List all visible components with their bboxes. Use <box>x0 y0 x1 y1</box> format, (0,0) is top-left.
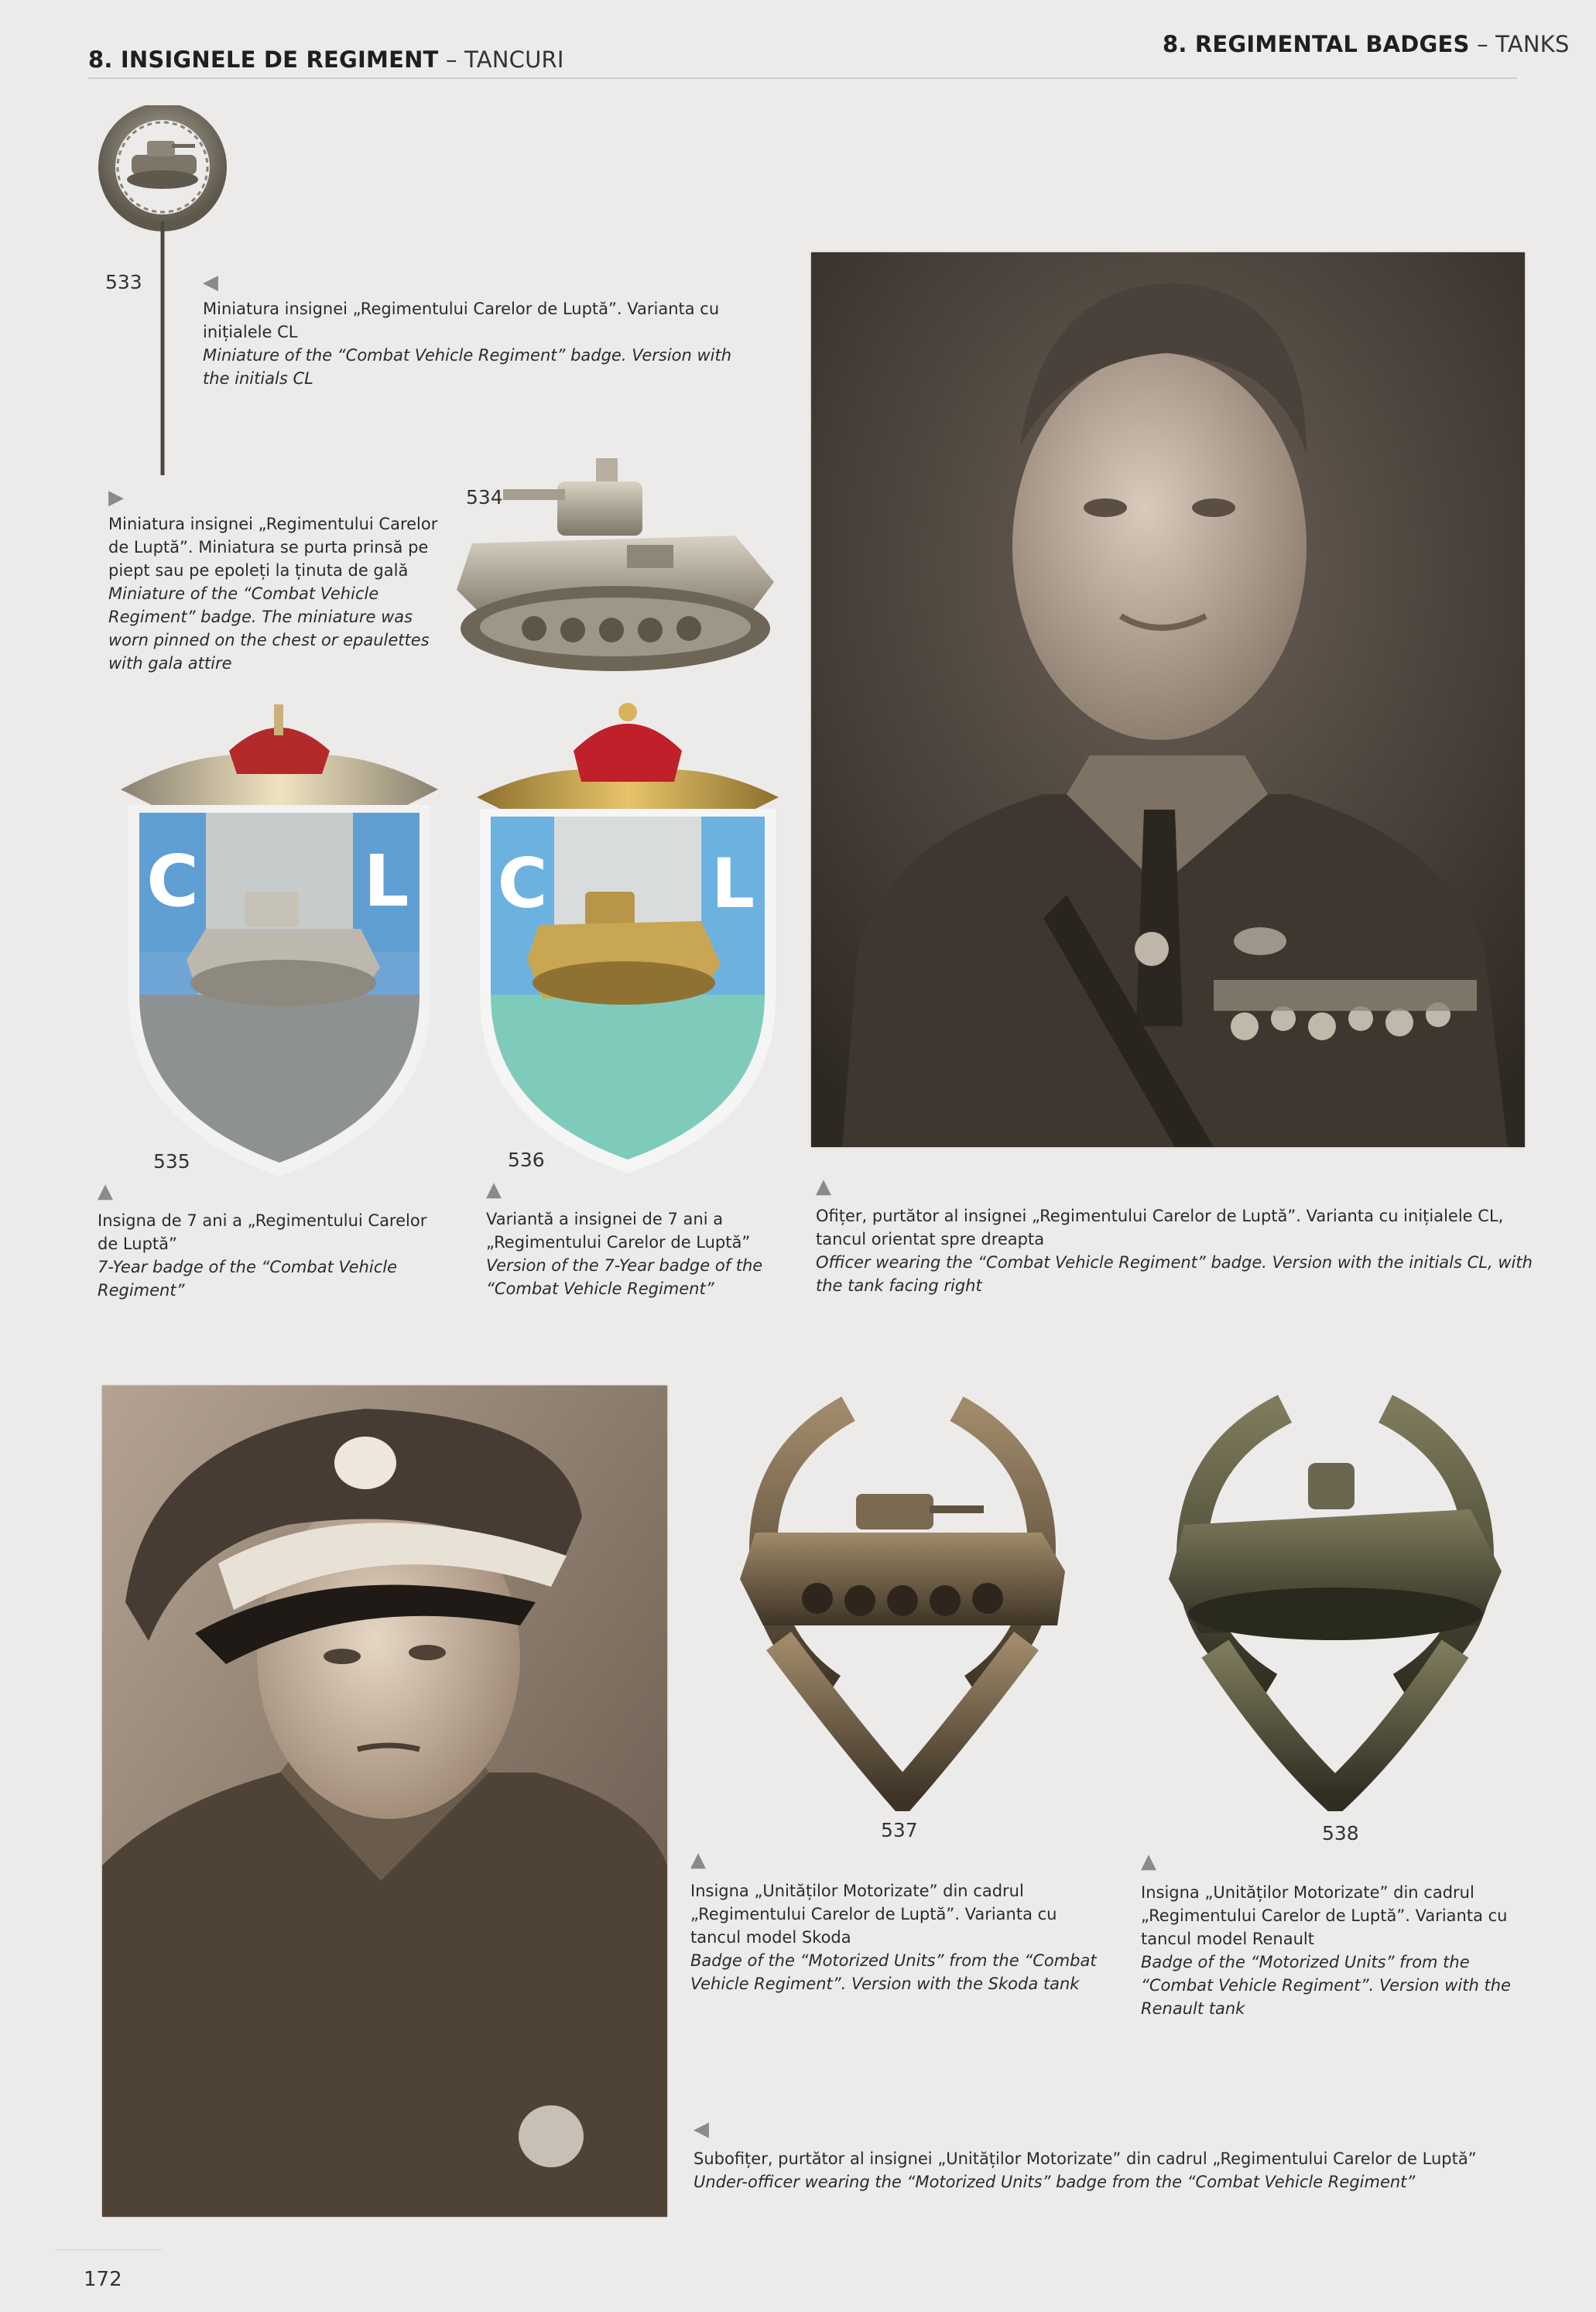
caption-538-ro: Insigna „Unităților Motorizate” din cadrul „Regimentului Carelor de Luptă”. Varianta cu tancul model Renault <box>1141 1883 1508 1948</box>
badge-536-letter-l: L <box>711 844 755 923</box>
caption-officer <box>816 1204 1536 1297</box>
caption-534-ro: Miniatura insignei „Regimentului Carelor de Luptă”. Miniatura se purta prinsă pe piept sau pe epoleți la ținuta de gală <box>108 515 438 580</box>
caption-534-en: Miniature of the “Combat Vehicle Regiment” badge. The miniature was worn pinned on the chest or epaulettes with gala attire <box>108 584 430 673</box>
badge-536-shield-image <box>469 689 786 1184</box>
caption-officer-ro: Ofițer, purtător al insignei „Regimentului Carelor de Luptă”. Varianta cu inițialele CL, tancul orientat spre dreapta <box>816 1207 1504 1248</box>
badge-535-letter-c: C <box>146 840 199 923</box>
arrow-up-officer: ▲ <box>816 1175 831 1198</box>
item-number-538: 538 <box>1322 1822 1359 1844</box>
caption-535-en: 7-Year badge of the “Combat Vehicle Regiment” <box>98 1258 397 1300</box>
caption-533-en: Miniature of the “Combat Vehicle Regiment” badge. Version with the initials CL <box>203 346 732 388</box>
caption-538 <box>1141 1881 1543 2020</box>
footer-rule <box>54 2249 163 2250</box>
item-number-536: 536 <box>508 1149 545 1171</box>
item-number-537: 537 <box>881 1819 918 1841</box>
underofficer-portrait-photo <box>102 1385 667 2217</box>
item-number-533: 533 <box>105 271 142 293</box>
badge-534-tank-image <box>441 450 782 683</box>
caption-534 <box>108 512 441 675</box>
caption-underofficer-en: Under-officer wearing the “Motorized Units” badge from the “Combat Vehicle Regiment” <box>694 2173 1416 2191</box>
badge-538-renault-image <box>1161 1393 1509 1811</box>
caption-536-en: Version of the 7-Year badge of the “Combat Vehicle Regiment” <box>486 1256 763 1298</box>
header-left: 8. INSIGNELE DE REGIMENT – TANCURI <box>88 46 564 73</box>
caption-535 <box>98 1209 446 1302</box>
arrow-right-534: ▶ <box>108 486 124 509</box>
arrow-up-536: ▲ <box>486 1178 502 1201</box>
caption-533-ro: Miniatura insignei „Regimentului Carelor de Luptă”. Varianta cu inițialele CL <box>203 300 720 341</box>
caption-537-ro: Insigna „Unităților Motorizate” din cadrul „Regimentului Carelor de Luptă”. Varianta cu tancul model Skoda <box>690 1882 1057 1947</box>
caption-538-en: Badge of the “Motorized Units” from the “Combat Vehicle Regiment”. Version with the Renault tank <box>1141 1953 1511 2018</box>
header-right: 8. REGIMENTAL BADGES – TANKS <box>1163 31 1570 57</box>
caption-536-ro: Variantă a insignei de 7 ani a „Regimentului Carelor de Luptă” <box>486 1210 751 1252</box>
caption-537 <box>690 1879 1108 1995</box>
officer-portrait-photo <box>811 252 1525 1147</box>
caption-537-en: Badge of the “Motorized Units” from the “Combat Vehicle Regiment”. Version with the Skoda tank <box>690 1951 1097 1993</box>
badge-536-letter-c: C <box>497 844 548 923</box>
item-number-535: 535 <box>153 1150 190 1173</box>
item-number-534: 534 <box>466 486 503 509</box>
page-number: 172 <box>84 2268 122 2291</box>
caption-officer-en: Officer wearing the “Combat Vehicle Regiment” badge. Version with the initials CL, with the tank facing right <box>816 1253 1533 1295</box>
header-rule <box>88 77 1517 79</box>
badge-535-letter-l: L <box>363 840 409 923</box>
caption-underofficer-ro: Subofițer, purtător al insignei „Unităților Motorizate” din cadrul „Regimentului Carelor de Luptă” <box>694 2149 1477 2168</box>
badge-533-stickpin-image <box>91 105 231 485</box>
arrow-left-533: ◀ <box>203 271 218 294</box>
caption-533 <box>203 297 760 390</box>
badge-535-shield-image <box>113 689 446 1184</box>
caption-underofficer <box>694 2147 1537 2194</box>
arrow-up-535: ▲ <box>98 1180 113 1203</box>
badge-537-skoda-image <box>732 1393 1073 1811</box>
caption-536 <box>486 1207 803 1300</box>
arrow-up-538: ▲ <box>1141 1850 1156 1873</box>
arrow-up-537: ▲ <box>690 1848 706 1872</box>
arrow-left-underofficer: ◀ <box>694 2118 709 2141</box>
caption-535-ro: Insigna de 7 ani a „Regimentului Carelor de Luptă” <box>98 1211 427 1253</box>
